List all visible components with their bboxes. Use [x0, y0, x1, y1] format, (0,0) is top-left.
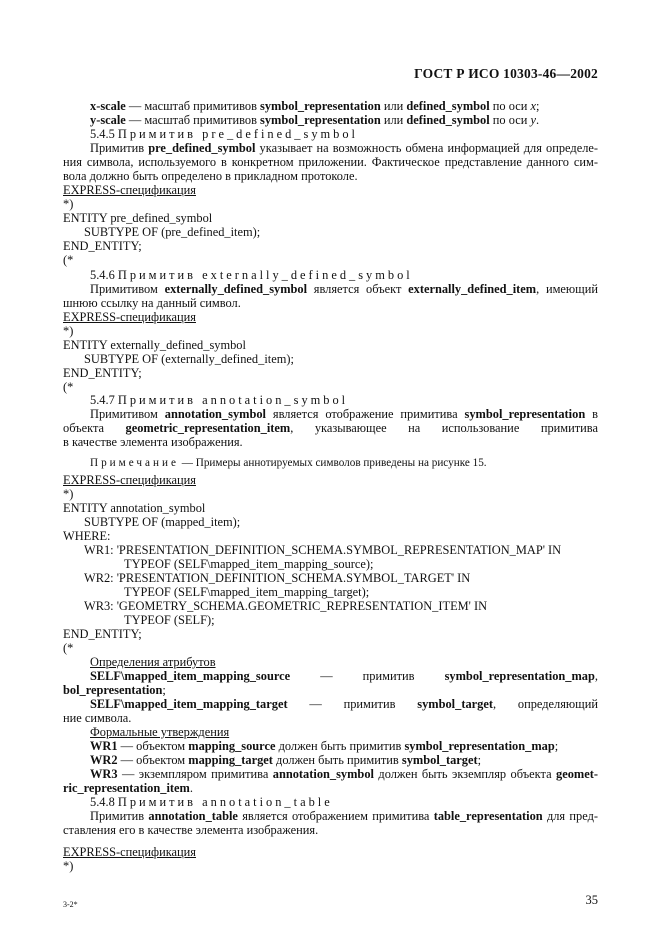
paragraph-line: bol_representation; [63, 683, 166, 697]
code-line: TYPEOF (SELF); [124, 613, 215, 627]
code-line: (* [63, 641, 74, 655]
text-line: x-scale — масштаб примитивов symbol_representation или defined_symbol по оси x; [90, 99, 540, 113]
paragraph-line: ние символа. [63, 711, 132, 725]
express-spec-label: EXPRESS-спецификация [63, 183, 196, 197]
code-line: END_ENTITY; [63, 239, 142, 253]
code-line: (* [63, 253, 74, 267]
code-line: *) [63, 197, 74, 211]
code-line: *) [63, 859, 74, 873]
paragraph-line: ния символа, используемого в конкретном приложении. Фактическое представление данного сим- [63, 155, 598, 169]
paragraph-line: ставления его в качестве элемента изображения. [63, 823, 319, 837]
section-heading: 5.4.8 Примитив annotation_table [90, 795, 333, 809]
paragraph-line: SELF\mapped_item_mapping_target — примитив symbol_target, определяющий [90, 697, 598, 711]
code-line: END_ENTITY; [63, 366, 142, 380]
code-line: SUBTYPE OF (mapped_item); [84, 515, 241, 529]
propositions-heading: Формальные утверждения [90, 725, 230, 739]
paragraph-line: объекта geometric_representation_item, указывающее на использование примитива [63, 421, 598, 435]
note-line: Примечание — Примеры аннотируемых символов приведены на рисунке 15. [90, 457, 487, 469]
code-line: WR3: 'GEOMETRY_SCHEMA.GEOMETRIC_REPRESENTATION_ITEM' IN [84, 599, 488, 613]
express-spec-label: EXPRESS-спецификация [63, 845, 196, 859]
code-line: END_ENTITY; [63, 627, 142, 641]
code-line: WR2: 'PRESENTATION_DEFINITION_SCHEMA.SYMBOL_TARGET' IN [84, 571, 471, 585]
text-line: y-scale — масштаб примитивов symbol_representation или defined_symbol по оси y. [90, 113, 540, 127]
paragraph-line: Примитив pre_defined_symbol указывает на возможность обмена информацией для определе- [90, 141, 598, 155]
code-line: *) [63, 324, 74, 338]
print-mark: 3-2* [63, 900, 78, 909]
paragraph-line: в качестве элемента изображения. [63, 435, 243, 449]
code-line: WR1: 'PRESENTATION_DEFINITION_SCHEMA.SYMBOL_REPRESENTATION_MAP' IN [84, 543, 562, 557]
code-line: ENTITY annotation_symbol [63, 501, 206, 515]
section-heading: 5.4.6 Примитив externally_defined_symbol [90, 268, 413, 282]
page-number: 35 [585, 893, 598, 907]
attributes-heading: Определения атрибутов [90, 655, 216, 669]
code-line: (* [63, 380, 74, 394]
paragraph-line: Примитивом annotation_symbol является отображение примитива symbol_representation в [90, 407, 598, 421]
paragraph-line: вола должно быть определено в прикладном протоколе. [63, 169, 358, 183]
code-line: SUBTYPE OF (externally_defined_item); [84, 352, 294, 366]
paragraph-line: Примитивом externally_defined_symbol является объект externally_defined_item, имеющий [90, 282, 598, 296]
paragraph-line: шнюю ссылку на данный символ. [63, 296, 241, 310]
code-line: ENTITY pre_defined_symbol [63, 211, 213, 225]
paragraph-line: Примитив annotation_table является отображением примитива table_representation для пред- [90, 809, 598, 823]
paragraph-line: WR3 — экземпляром примитива annotation_symbol должен быть экземпляр объекта geomet- [90, 767, 598, 781]
code-line: WHERE: [63, 529, 111, 543]
code-line: TYPEOF (SELF\mapped_item_mapping_target); [124, 585, 370, 599]
document-code: ГОСТ Р ИСО 10303-46—2002 [414, 66, 598, 81]
section-heading: 5.4.5 Примитив pre_defined_symbol [90, 127, 358, 141]
paragraph-line: WR1 — объектом mapping_source должен быть примитив symbol_representation_map; [90, 739, 559, 753]
code-line: *) [63, 487, 74, 501]
paragraph-line: ric_representation_item. [63, 781, 193, 795]
section-heading: 5.4.7 Примитив annotation_symbol [90, 393, 349, 407]
paragraph-line: SELF\mapped_item_mapping_source — примитив symbol_representation_map, [90, 669, 598, 683]
code-line: SUBTYPE OF (pre_defined_item); [84, 225, 261, 239]
paragraph-line: WR2 — объектом mapping_target должен быть примитив symbol_target; [90, 753, 482, 767]
code-line: ENTITY externally_defined_symbol [63, 338, 246, 352]
express-spec-label: EXPRESS-спецификация [63, 473, 196, 487]
express-spec-label: EXPRESS-спецификация [63, 310, 196, 324]
code-line: TYPEOF (SELF\mapped_item_mapping_source); [124, 557, 374, 571]
